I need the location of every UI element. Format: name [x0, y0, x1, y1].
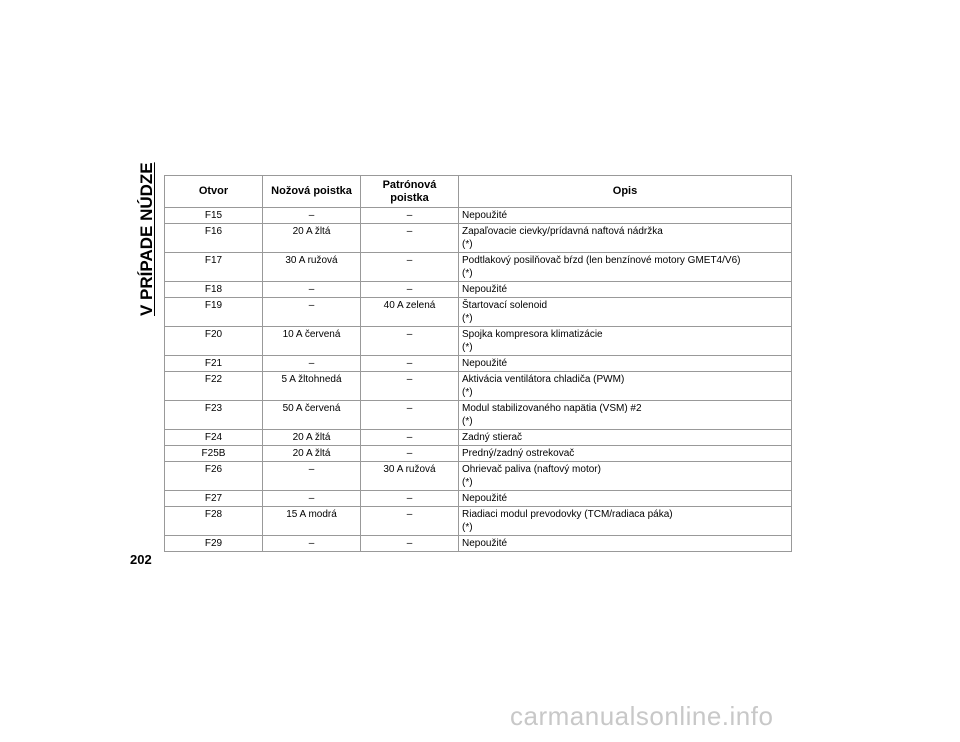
description-text: Zapaľovacie cievky/prídavná naftová nádržka	[462, 226, 663, 237]
cell-description	[459, 208, 792, 224]
table-row	[165, 401, 792, 430]
cell-cartridge-fuse: 40 A zelená	[361, 298, 459, 327]
cell-description	[459, 462, 792, 491]
cell-description	[459, 253, 792, 282]
table-header-row	[165, 176, 792, 208]
header-description: Opis	[459, 176, 792, 208]
header-blade-fuse: Nožová poistka	[263, 176, 361, 208]
description-text: Nepoužité	[462, 358, 508, 369]
section-title-text: V PRÍPADE NÚDZE	[137, 162, 156, 316]
cell-description	[459, 356, 792, 372]
cell-description	[459, 507, 792, 536]
description-note: (*)	[462, 239, 473, 250]
cell-slot: F29	[165, 536, 263, 552]
cell-description	[459, 327, 792, 356]
description-text: Nepoužité	[462, 538, 508, 549]
cell-blade-fuse: –	[263, 536, 361, 552]
cell-slot: F26	[165, 462, 263, 491]
cell-blade-fuse: 10 A červená	[263, 327, 361, 356]
cell-slot: F22	[165, 372, 263, 401]
table-row	[165, 430, 792, 446]
table-row	[165, 298, 792, 327]
cell-cartridge-fuse: –	[361, 401, 459, 430]
cell-description	[459, 430, 792, 446]
description-text: Riadiaci modul prevodovky (TCM/radiaca páka)	[462, 509, 673, 520]
cell-cartridge-fuse: –	[361, 327, 459, 356]
cell-cartridge-fuse: –	[361, 536, 459, 552]
description-text: Spojka kompresora klimatizácie	[462, 329, 603, 340]
cell-cartridge-fuse: –	[361, 372, 459, 401]
description-text: Štartovací solenoid	[462, 300, 548, 311]
table-row	[165, 462, 792, 491]
cell-description	[459, 401, 792, 430]
cell-blade-fuse: –	[263, 462, 361, 491]
description-text: Zadný stierač	[462, 432, 523, 443]
table-row	[165, 282, 792, 298]
table-row	[165, 224, 792, 253]
cell-slot: F21	[165, 356, 263, 372]
cell-description	[459, 372, 792, 401]
cell-description	[459, 282, 792, 298]
cell-slot: F17	[165, 253, 263, 282]
page-number: 202	[130, 552, 152, 567]
cell-slot: F23	[165, 401, 263, 430]
cell-slot: F25B	[165, 446, 263, 462]
description-text: Predný/zadný ostrekovač	[462, 448, 575, 459]
table-row	[165, 491, 792, 507]
cell-cartridge-fuse: –	[361, 356, 459, 372]
cell-blade-fuse: 30 A ružová	[263, 253, 361, 282]
description-note: (*)	[462, 387, 473, 398]
cell-cartridge-fuse: –	[361, 446, 459, 462]
cell-cartridge-fuse: –	[361, 208, 459, 224]
header-cartridge-line2: poistka	[390, 191, 429, 204]
table-row	[165, 356, 792, 372]
cell-description	[459, 491, 792, 507]
description-note: (*)	[462, 522, 473, 533]
cell-description	[459, 298, 792, 327]
description-text: Nepoužité	[462, 284, 508, 295]
cell-blade-fuse: –	[263, 356, 361, 372]
watermark: carmanualsonline.info	[510, 701, 774, 731]
cell-slot: F20	[165, 327, 263, 356]
header-cartridge-fuse	[361, 176, 459, 208]
description-text: Nepoužité	[462, 210, 508, 221]
table-row	[165, 507, 792, 536]
cell-blade-fuse: 50 A červená	[263, 401, 361, 430]
description-note: (*)	[462, 477, 473, 488]
cell-slot: F27	[165, 491, 263, 507]
cell-slot: F24	[165, 430, 263, 446]
cell-slot: F16	[165, 224, 263, 253]
description-note: (*)	[462, 268, 473, 279]
table-row	[165, 536, 792, 552]
cell-blade-fuse: 20 A žltá	[263, 446, 361, 462]
fuse-table	[164, 175, 792, 552]
table-row	[165, 208, 792, 224]
cell-blade-fuse: 20 A žltá	[263, 430, 361, 446]
table-row	[165, 372, 792, 401]
description-text: Podtlakový posilňovač bŕzd (len benzínové motory GMET4/V6)	[462, 255, 741, 266]
cell-cartridge-fuse: –	[361, 282, 459, 298]
table-row	[165, 446, 792, 462]
cell-description	[459, 446, 792, 462]
cell-cartridge-fuse: 30 A ružová	[361, 462, 459, 491]
description-note: (*)	[462, 342, 473, 353]
cell-slot: F15	[165, 208, 263, 224]
description-text: Modul stabilizovaného napätia (VSM) #2	[462, 403, 642, 414]
description-text: Ohrievač paliva (naftový motor)	[462, 464, 601, 475]
cell-description	[459, 536, 792, 552]
cell-blade-fuse: –	[263, 208, 361, 224]
cell-blade-fuse: 20 A žltá	[263, 224, 361, 253]
cell-blade-fuse: –	[263, 282, 361, 298]
header-cartridge-line1: Patrónová	[382, 178, 437, 191]
cell-blade-fuse: –	[263, 491, 361, 507]
cell-cartridge-fuse: –	[361, 253, 459, 282]
description-note: (*)	[462, 313, 473, 324]
table-row	[165, 327, 792, 356]
table-body	[165, 208, 792, 552]
cell-cartridge-fuse: –	[361, 430, 459, 446]
header-slot: Otvor	[165, 176, 263, 208]
cell-cartridge-fuse: –	[361, 224, 459, 253]
description-text: Nepoužité	[462, 493, 508, 504]
description-note: (*)	[462, 416, 473, 427]
cell-slot: F28	[165, 507, 263, 536]
cell-cartridge-fuse: –	[361, 491, 459, 507]
description-text: Aktivácia ventilátora chladiča (PWM)	[462, 374, 625, 385]
cell-blade-fuse: –	[263, 298, 361, 327]
cell-slot: F18	[165, 282, 263, 298]
cell-description	[459, 224, 792, 253]
cell-blade-fuse: 15 A modrá	[263, 507, 361, 536]
cell-slot: F19	[165, 298, 263, 327]
section-title	[137, 162, 159, 316]
cell-cartridge-fuse: –	[361, 507, 459, 536]
cell-blade-fuse: 5 A žltohnedá	[263, 372, 361, 401]
table-row	[165, 253, 792, 282]
